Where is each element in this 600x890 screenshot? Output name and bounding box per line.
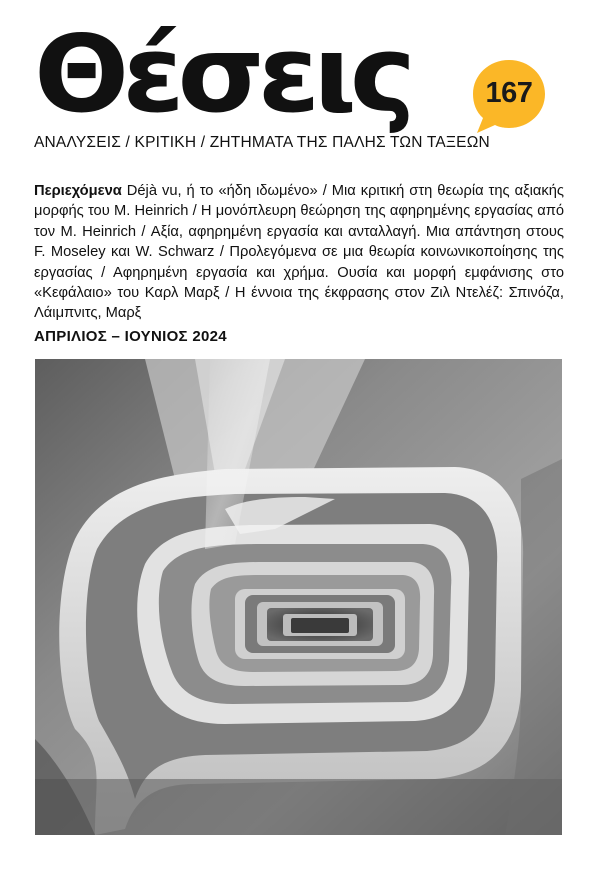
table-of-contents: [34, 181, 564, 324]
cover-photo: [35, 359, 562, 835]
issue-date: ΑΠΡΙΛΙΟΣ – ΙΟΥΝΙΟΣ 2024: [34, 328, 227, 345]
magazine-title: Θέσεις: [34, 13, 410, 137]
contents-text: Déjà vu, ή το «ήδη ιδωμένο» / Μια κριτική στη θεωρία της αξιακής μορφής του M. Heinrich / Η μονόπλευρη θεώρηση της αφηρημένης εργασίας από τον M. Heinrich / Αξία, αφηρημένη εργασία και ανταλλαγή. Μια απάντηση στους F. Moseley και W. Schwarz / Προλεγόμενα σε μια θεωρία κοινωνικοποίησης της εργασίας / Αφηρημένη εργασία και χρήμα. Ουσία και μορφή εμφάνισης στο «Κεφάλαιο» του Καρλ Μαρξ / Η έννοια της έκφρασης στον Ζιλ Ντελέζ: Σπινόζα, Λάιμπνιτς, Μαρξ: [34, 183, 565, 322]
issue-number: 167: [485, 76, 533, 109]
issue-badge: [471, 58, 547, 134]
masthead: [34, 13, 574, 148]
spiral-staircase-image: [35, 359, 562, 835]
contents-label: Περιεχόμενα: [34, 183, 122, 199]
tagline: ΑΝΑΛΥΣΕΙΣ / ΚΡΙΤΙΚΗ / ΖΗΤΗΜΑΤΑ ΤΗΣ ΠΑΛΗΣ ΤΩΝ ΤΑΞΕΩΝ: [34, 134, 490, 151]
